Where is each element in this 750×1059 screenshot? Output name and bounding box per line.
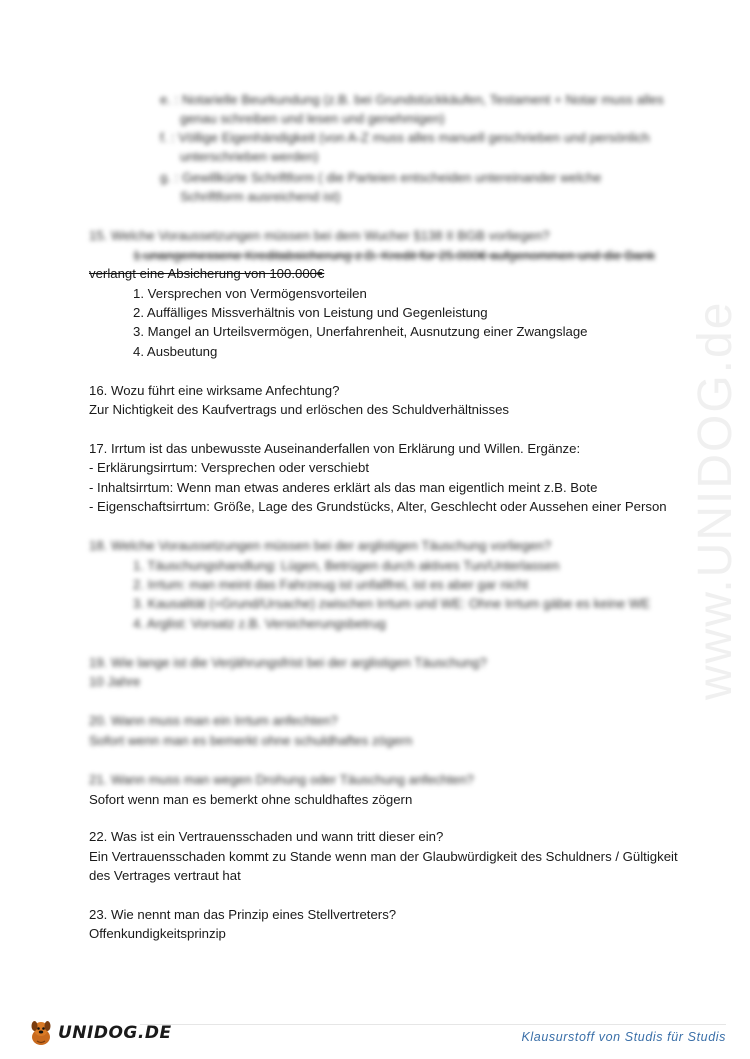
answer-21: Sofort wenn man es bemerkt ohne schuldhaftes zögern — [89, 792, 413, 807]
list-item: 3. Kausalität (=Grund/Ursache) zwischen Irrtum und WE: Ohne Irrtum gäbe es keine WE — [133, 596, 651, 611]
footer-logo — [26, 1016, 172, 1050]
question-19: 19. Wie lange ist die Verjährungsfrist bei der arglistigen Täuschung? — [89, 655, 487, 670]
question-18: 18. Welche Voraussetzungen müssen bei der arglistigen Täuschung vorliegen? — [89, 538, 552, 553]
list-item-e-line1: e. : Notarielle Beurkundung (z.B. bei Grundstückkäufen, Testament + Notar muss alles — [160, 92, 664, 107]
list-item: 2. Auffälliges Missverhältnis von Leistung und Gegenleistung — [133, 305, 488, 320]
list-item: 1. Versprechen von Vermögensvorteilen — [133, 286, 367, 301]
answer-22-line1: Ein Vertrauensschaden kommt zu Stande wenn man der Glaubwürdigkeit des Schuldners / Gültigkeit — [89, 849, 678, 864]
answer-16: Zur Nichtigkeit des Kaufvertrags und erlöschen des Schuldverhältnisses — [89, 402, 510, 417]
question-22: 22. Was ist ein Vertrauensschaden und wann tritt dieser ein? — [89, 829, 444, 844]
list-item: - Inhaltsirrtum: Wenn man etwas anderes erklärt als das man eigentlich meint z.B. Bote — [89, 480, 598, 495]
list-item: - Eigenschaftsirrtum: Größe, Lage des Grundstücks, Alter, Geschlecht oder Aussehen einer Person — [89, 499, 667, 514]
list-item: - Erklärungsirrtum: Versprechen oder verschiebt — [89, 460, 369, 475]
list-item: 4. Arglist: Vorsatz z.B. Versicherungsbetrug — [133, 616, 386, 631]
answer-19: 10 Jahre — [89, 674, 141, 689]
answer-22-line2: des Vertrages vertraut hat — [89, 868, 241, 883]
list-item-f-line1: f. : Völlige Eigenhändigkeit (von A-Z muss alles manuell geschrieben und persönlich — [160, 130, 650, 145]
list-item-f-line2: unterschrieben werden) — [180, 149, 319, 164]
footer-divider — [140, 1024, 726, 1025]
logo-text: UNIDOG.DE — [58, 1023, 172, 1043]
dog-icon — [26, 1018, 56, 1048]
watermark: www.UNIDOG.de — [689, 300, 742, 700]
question-17: 17. Irrtum ist das unbewusste Auseinanderfallen von Erklärung und Willen. Ergänze: — [89, 441, 581, 456]
question-16: 16. Wozu führt eine wirksame Anfechtung? — [89, 383, 340, 398]
list-item-g-line2: Schriftform ausreichend ist) — [180, 189, 341, 204]
question-15: 15. Welche Voraussetzungen müssen bei dem Wucher §138 II BGB vorliegen? — [89, 228, 550, 243]
answer-23: Offenkundigkeitsprinzip — [89, 926, 226, 941]
question-20: 20. Wann muss man ein Irrtum anfechten? — [89, 713, 338, 728]
question-23: 23. Wie nennt man das Prinzip eines Stellvertreters? — [89, 907, 397, 922]
list-item: 3. Mangel an Urteilsvermögen, Unerfahrenheit, Ausnutzung einer Zwangslage — [133, 324, 588, 339]
list-item: 2. Irrtum: man meint das Fahrzeug ist unfallfrei, ist es aber gar nicht — [133, 577, 529, 592]
struck-answer-line1: 1.unangemessene Kreditabsicherung z.B. Kredit für 25.000€ aufgenommen und die Bank — [133, 248, 655, 263]
question-21: 21. Wann muss man wegen Drohung oder Täuschung anfechten? — [89, 772, 474, 787]
list-item: 1. Täuschungshandlung: Lügen, Betrügen durch aktives Tun/Unterlassen — [133, 558, 560, 573]
list-item: 4. Ausbeutung — [133, 344, 218, 359]
list-item-g-line1: g. : Gewillkürte Schriftform ( die Parteien entscheiden untereinander welche — [160, 170, 602, 185]
list-item-e-line2: genau schreiben und lesen und genehmigen) — [180, 111, 445, 126]
struck-answer-line2: verlangt eine Absicherung von 100.000€ — [89, 266, 325, 281]
footer-slogan: Klausurstoff von Studis für Studis — [521, 1030, 726, 1044]
answer-20: Sofort wenn man es bemerkt ohne schuldhaftes zögern — [89, 733, 413, 748]
